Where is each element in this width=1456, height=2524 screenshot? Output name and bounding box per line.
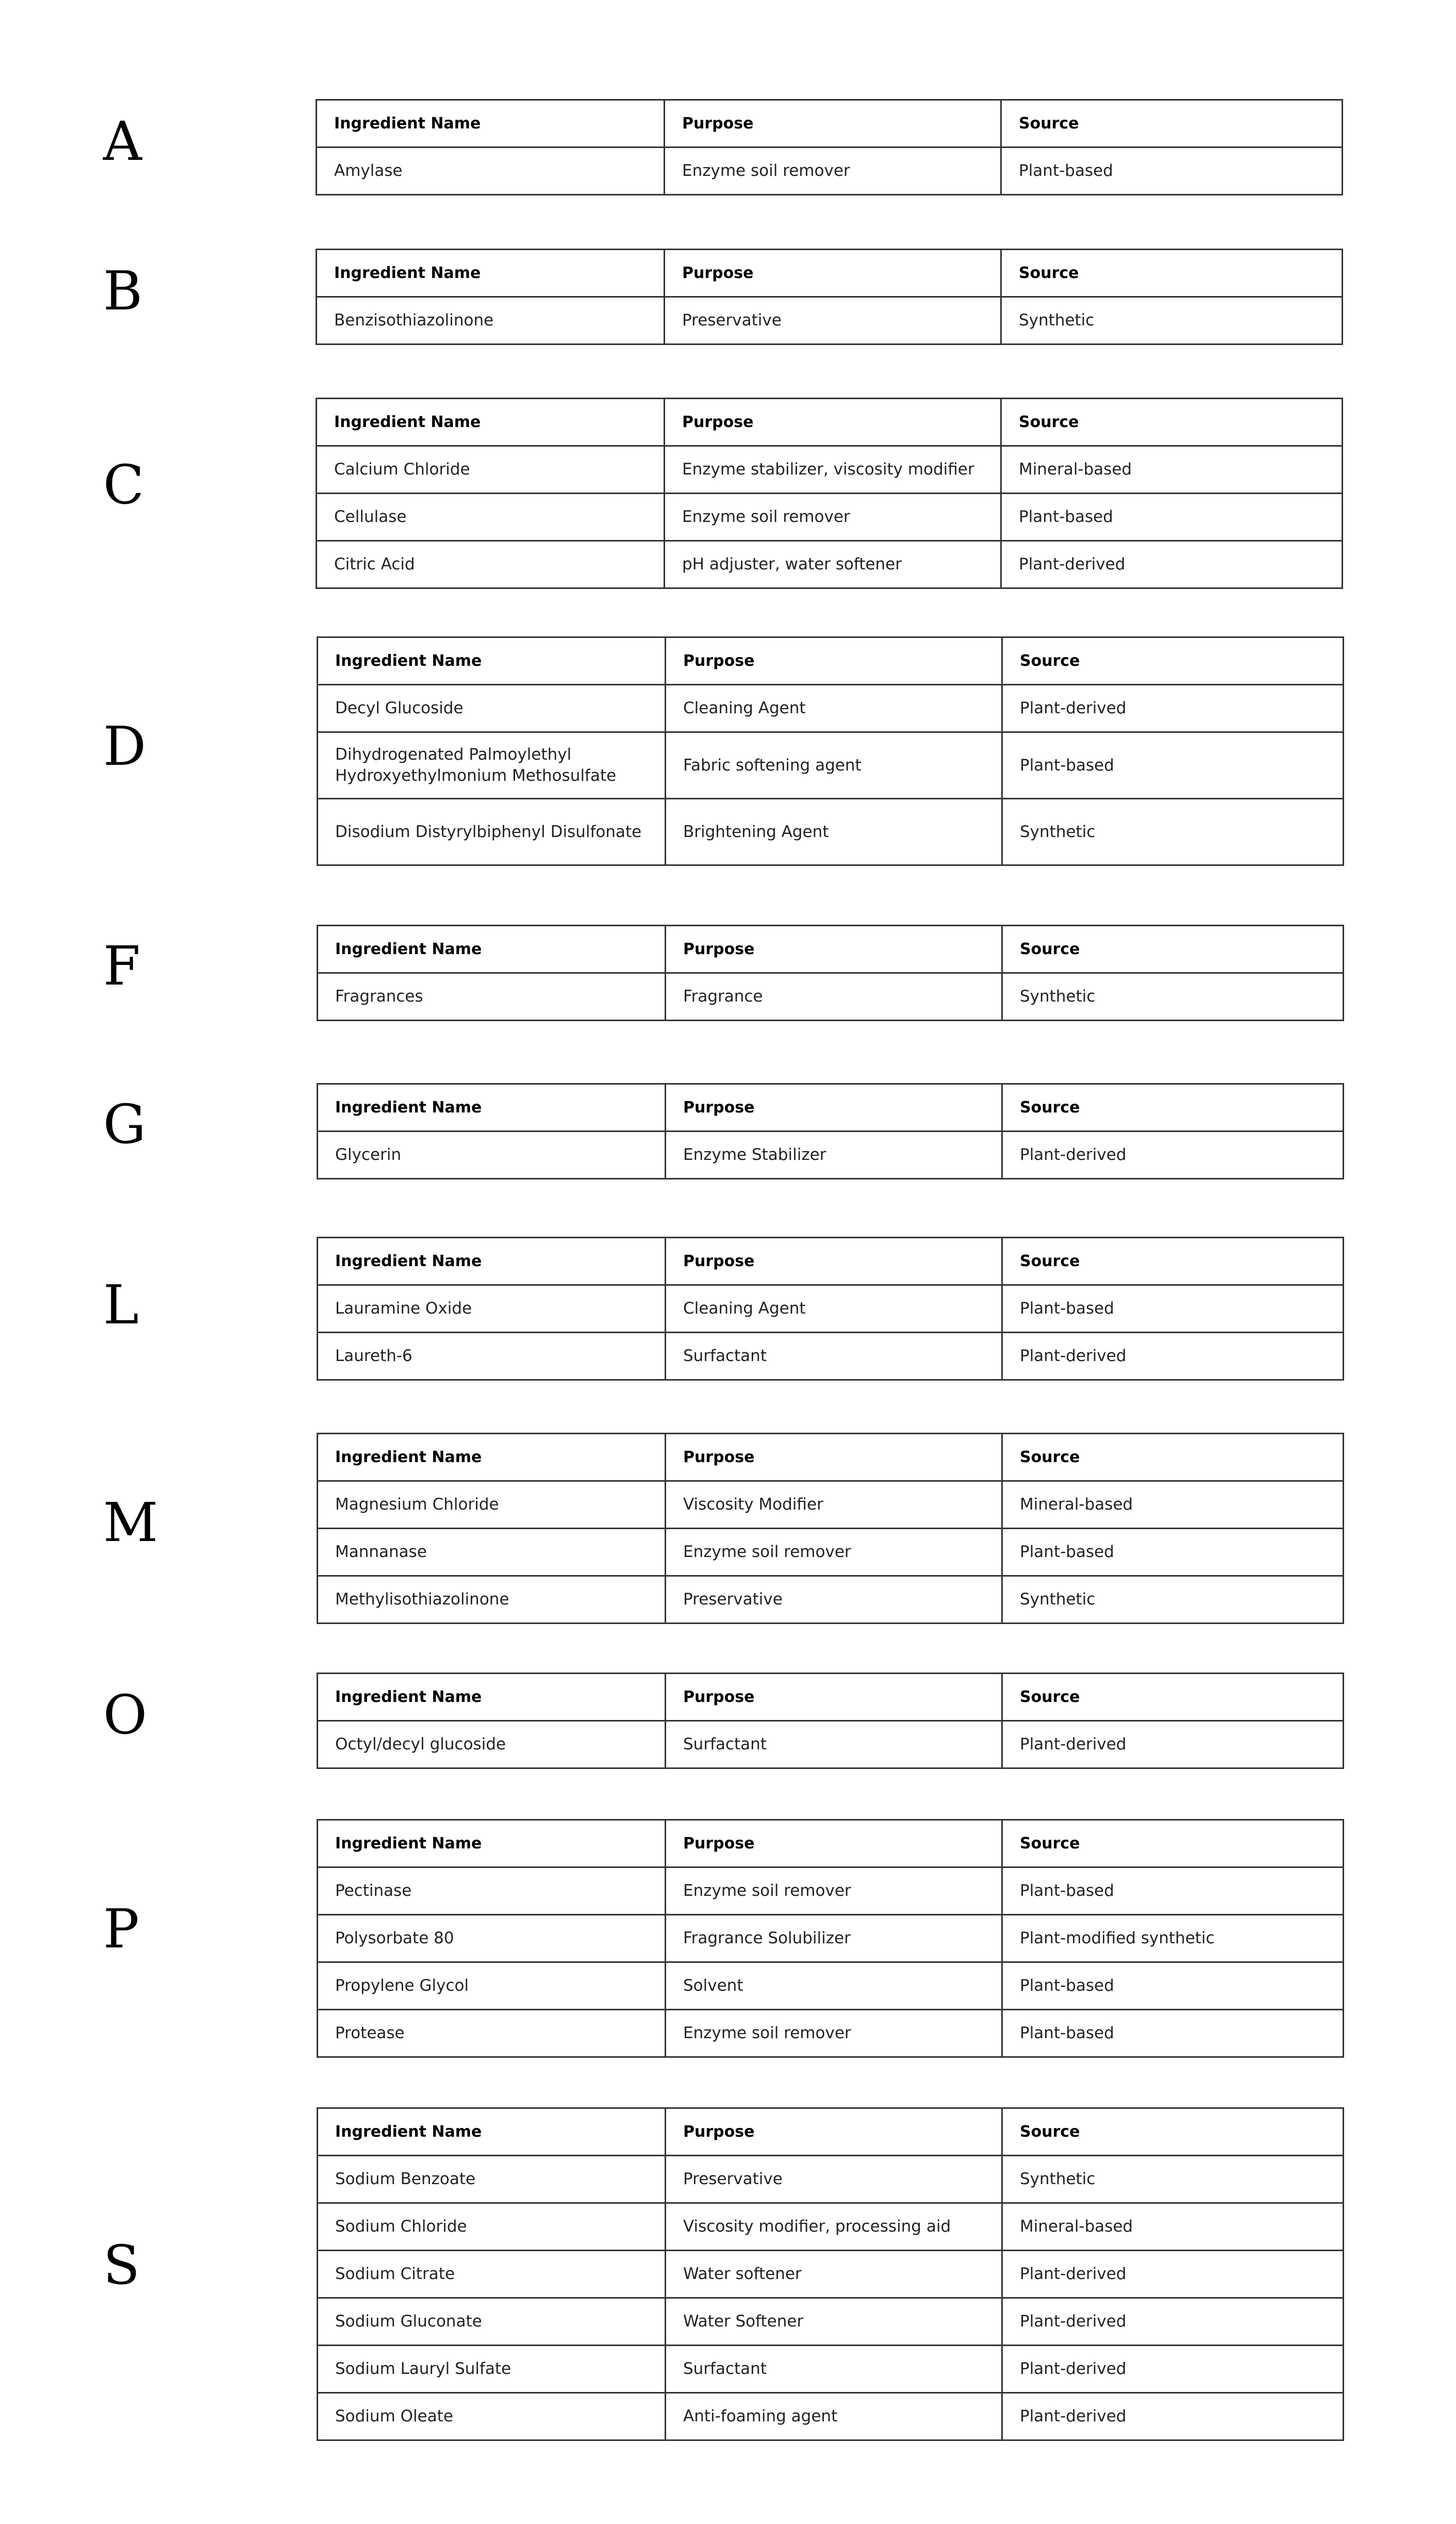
- ingredient-name-cell: Benzisothiazolinone: [317, 297, 665, 345]
- column-header-source: Source: [1001, 100, 1343, 147]
- table-header-row: [318, 1084, 1344, 1132]
- ingredient-table: [317, 1433, 1344, 1624]
- table-row: [318, 2298, 1344, 2346]
- ingredient-name-cell: Pectinase: [318, 1867, 666, 1915]
- purpose-cell: Brightening Agent: [666, 799, 1002, 865]
- source-cell: Plant-based: [1002, 732, 1344, 799]
- purpose-cell: Enzyme Stabilizer: [666, 1132, 1002, 1179]
- source-cell: Synthetic: [1001, 297, 1343, 345]
- column-header-purpose: Purpose: [666, 1084, 1002, 1132]
- purpose-cell: Preservative: [665, 297, 1001, 345]
- ingredient-table: [316, 99, 1343, 195]
- ingredient-table: [316, 249, 1343, 345]
- source-cell: Plant-derived: [1002, 2346, 1344, 2393]
- ingredient-name-cell: Citric Acid: [317, 541, 665, 588]
- purpose-cell: Viscosity modifier, processing aid: [666, 2203, 1002, 2251]
- column-header-purpose: Purpose: [666, 637, 1002, 685]
- source-cell: Synthetic: [1002, 973, 1344, 1021]
- source-cell: Plant-derived: [1002, 1721, 1344, 1768]
- table-header-row: [317, 250, 1343, 297]
- column-header-name: Ingredient Name: [318, 926, 666, 973]
- table-row: [318, 1867, 1344, 1915]
- table-row: [317, 541, 1343, 588]
- ingredient-name-cell: Mannanase: [318, 1529, 666, 1576]
- column-header-source: Source: [1002, 2108, 1344, 2156]
- ingredient-table: [316, 398, 1343, 589]
- column-header-source: Source: [1001, 250, 1343, 297]
- purpose-cell: Enzyme soil remover: [666, 1867, 1002, 1915]
- purpose-cell: Fragrance Solubilizer: [666, 1915, 1002, 1962]
- source-cell: Plant-derived: [1002, 1132, 1344, 1179]
- source-cell: Plant-based: [1002, 1867, 1344, 1915]
- purpose-cell: Preservative: [666, 2156, 1002, 2203]
- ingredient-name-cell: Octyl/decyl glucoside: [318, 1721, 666, 1768]
- ingredient-table: [317, 2107, 1344, 2441]
- source-cell: Plant-based: [1002, 2010, 1344, 2057]
- column-header-source: Source: [1002, 1238, 1344, 1285]
- table-row: [318, 2010, 1344, 2057]
- ingredient-name-cell: Sodium Gluconate: [318, 2298, 666, 2346]
- column-header-purpose: Purpose: [666, 1674, 1002, 1721]
- column-header-name: Ingredient Name: [317, 250, 665, 297]
- ingredient-name-cell: Sodium Benzoate: [318, 2156, 666, 2203]
- column-header-purpose: Purpose: [665, 100, 1001, 147]
- ingredient-name-cell: Decyl Glucoside: [318, 685, 666, 732]
- source-cell: Synthetic: [1002, 799, 1344, 865]
- column-header-purpose: Purpose: [666, 926, 1002, 973]
- column-header-name: Ingredient Name: [318, 1820, 666, 1867]
- table-row: [318, 1285, 1344, 1333]
- source-cell: Plant-derived: [1002, 2251, 1344, 2298]
- table-row: [318, 1915, 1344, 1962]
- table-row: [318, 1529, 1344, 1576]
- column-header-source: Source: [1002, 1674, 1344, 1721]
- table-row: [318, 1962, 1344, 2010]
- purpose-cell: Cleaning Agent: [666, 685, 1002, 732]
- column-header-purpose: Purpose: [666, 1820, 1002, 1867]
- source-cell: Plant-based: [1002, 1529, 1344, 1576]
- section-letter: C: [103, 453, 144, 516]
- ingredient-table: [317, 1819, 1344, 2058]
- purpose-cell: Anti-foaming agent: [666, 2393, 1002, 2440]
- purpose-cell: Enzyme soil remover: [666, 2010, 1002, 2057]
- ingredient-table: [317, 1673, 1344, 1769]
- purpose-cell: Solvent: [666, 1962, 1002, 2010]
- ingredient-name-cell: Sodium Chloride: [318, 2203, 666, 2251]
- table-header-row: [318, 1820, 1344, 1867]
- source-cell: Mineral-based: [1002, 2203, 1344, 2251]
- source-cell: Synthetic: [1002, 1576, 1344, 1624]
- section-letter: L: [103, 1273, 139, 1336]
- table-row: [318, 2156, 1344, 2203]
- source-cell: Mineral-based: [1002, 1481, 1344, 1529]
- table-row: [318, 2393, 1344, 2440]
- source-cell: Mineral-based: [1001, 446, 1343, 494]
- source-cell: Plant-based: [1002, 1285, 1344, 1333]
- table-row: [318, 2346, 1344, 2393]
- ingredient-name-cell: Sodium Citrate: [318, 2251, 666, 2298]
- section-letter: S: [103, 2234, 140, 2297]
- purpose-cell: Enzyme soil remover: [665, 147, 1001, 195]
- ingredient-name-cell: Methylisothiazolinone: [318, 1576, 666, 1624]
- column-header-purpose: Purpose: [665, 399, 1001, 446]
- section-letter: A: [103, 110, 142, 173]
- source-cell: Plant-modified synthetic: [1002, 1915, 1344, 1962]
- purpose-cell: pH adjuster, water softener: [665, 541, 1001, 588]
- section-letter: D: [103, 715, 146, 778]
- column-header-name: Ingredient Name: [318, 2108, 666, 2156]
- ingredient-name-cell: Laureth-6: [318, 1333, 666, 1380]
- purpose-cell: Water softener: [666, 2251, 1002, 2298]
- table-header-row: [318, 926, 1344, 973]
- ingredient-name-cell: Glycerin: [318, 1132, 666, 1179]
- section-letter: F: [103, 935, 141, 997]
- source-cell: Plant-derived: [1002, 685, 1344, 732]
- column-header-purpose: Purpose: [666, 2108, 1002, 2156]
- table-row: [318, 1576, 1344, 1624]
- purpose-cell: Preservative: [666, 1576, 1002, 1624]
- table-row: [318, 1132, 1344, 1179]
- table-row: [317, 297, 1343, 345]
- source-cell: Plant-based: [1001, 494, 1343, 541]
- column-header-name: Ingredient Name: [318, 1674, 666, 1721]
- source-cell: Plant-based: [1001, 147, 1343, 195]
- source-cell: Synthetic: [1002, 2156, 1344, 2203]
- table-row: [317, 147, 1343, 195]
- column-header-source: Source: [1002, 637, 1344, 685]
- ingredient-name-cell: Sodium Lauryl Sulfate: [318, 2346, 666, 2393]
- source-cell: Plant-based: [1002, 1962, 1344, 2010]
- section-letter: B: [103, 259, 143, 322]
- table-row: [318, 732, 1344, 799]
- table-row: [318, 1721, 1344, 1768]
- ingredient-name-cell: Disodium Distyrylbiphenyl Disulfonate: [318, 799, 666, 865]
- column-header-source: Source: [1002, 1084, 1344, 1132]
- purpose-cell: Surfactant: [666, 1333, 1002, 1380]
- purpose-cell: Cleaning Agent: [666, 1285, 1002, 1333]
- ingredient-name-cell: Lauramine Oxide: [318, 1285, 666, 1333]
- ingredient-table: [317, 1237, 1344, 1381]
- column-header-purpose: Purpose: [666, 1238, 1002, 1285]
- column-header-source: Source: [1002, 926, 1344, 973]
- table-header-row: [318, 2108, 1344, 2156]
- column-header-purpose: Purpose: [666, 1434, 1002, 1481]
- table-header-row: [318, 637, 1344, 685]
- ingredient-name-cell: Calcium Chloride: [317, 446, 665, 494]
- purpose-cell: Enzyme stabilizer, viscosity modifier: [665, 446, 1001, 494]
- ingredient-name-cell: Propylene Glycol: [318, 1962, 666, 2010]
- column-header-source: Source: [1001, 399, 1343, 446]
- purpose-cell: Water Softener: [666, 2298, 1002, 2346]
- column-header-name: Ingredient Name: [317, 100, 665, 147]
- column-header-name: Ingredient Name: [318, 1238, 666, 1285]
- table-header-row: [318, 1238, 1344, 1285]
- source-cell: Plant-derived: [1002, 2298, 1344, 2346]
- source-cell: Plant-derived: [1002, 1333, 1344, 1380]
- purpose-cell: Fabric softening agent: [666, 732, 1002, 799]
- ingredient-name-cell: Magnesium Chloride: [318, 1481, 666, 1529]
- ingredient-name-cell: Dihydrogenated Palmoylethyl Hydroxyethylmonium Methosulfate: [318, 732, 666, 799]
- ingredient-name-cell: Amylase: [317, 147, 665, 195]
- column-header-name: Ingredient Name: [318, 1434, 666, 1481]
- ingredient-name-cell: Polysorbate 80: [318, 1915, 666, 1962]
- table-header-row: [317, 100, 1343, 147]
- source-cell: Plant-derived: [1002, 2393, 1344, 2440]
- table-row: [317, 446, 1343, 494]
- section-letter: P: [103, 1897, 139, 1960]
- purpose-cell: Surfactant: [666, 2346, 1002, 2393]
- purpose-cell: Surfactant: [666, 1721, 1002, 1768]
- table-row: [318, 973, 1344, 1021]
- table-row: [318, 799, 1344, 865]
- ingredient-table: [317, 925, 1344, 1021]
- ingredient-table: [317, 1083, 1344, 1179]
- table-row: [318, 2251, 1344, 2298]
- ingredient-name-cell: Protease: [318, 2010, 666, 2057]
- table-row: [318, 1333, 1344, 1380]
- column-header-name: Ingredient Name: [318, 1084, 666, 1132]
- column-header-source: Source: [1002, 1820, 1344, 1867]
- section-letter: M: [103, 1491, 158, 1554]
- table-row: [318, 1481, 1344, 1529]
- purpose-cell: Enzyme soil remover: [666, 1529, 1002, 1576]
- table-header-row: [318, 1434, 1344, 1481]
- ingredient-name-cell: Sodium Oleate: [318, 2393, 666, 2440]
- column-header-name: Ingredient Name: [317, 399, 665, 446]
- ingredient-table: [317, 636, 1344, 866]
- table-row: [318, 685, 1344, 732]
- source-cell: Plant-derived: [1001, 541, 1343, 588]
- column-header-purpose: Purpose: [665, 250, 1001, 297]
- table-header-row: [318, 1674, 1344, 1721]
- purpose-cell: Enzyme soil remover: [665, 494, 1001, 541]
- ingredient-name-cell: Cellulase: [317, 494, 665, 541]
- purpose-cell: Fragrance: [666, 973, 1002, 1021]
- ingredient-name-cell: Fragrances: [318, 973, 666, 1021]
- purpose-cell: Viscosity Modifier: [666, 1481, 1002, 1529]
- table-row: [318, 2203, 1344, 2251]
- section-letter: O: [103, 1683, 147, 1746]
- column-header-name: Ingredient Name: [318, 637, 666, 685]
- table-header-row: [317, 399, 1343, 446]
- section-letter: G: [103, 1093, 146, 1156]
- column-header-source: Source: [1002, 1434, 1344, 1481]
- table-row: [317, 494, 1343, 541]
